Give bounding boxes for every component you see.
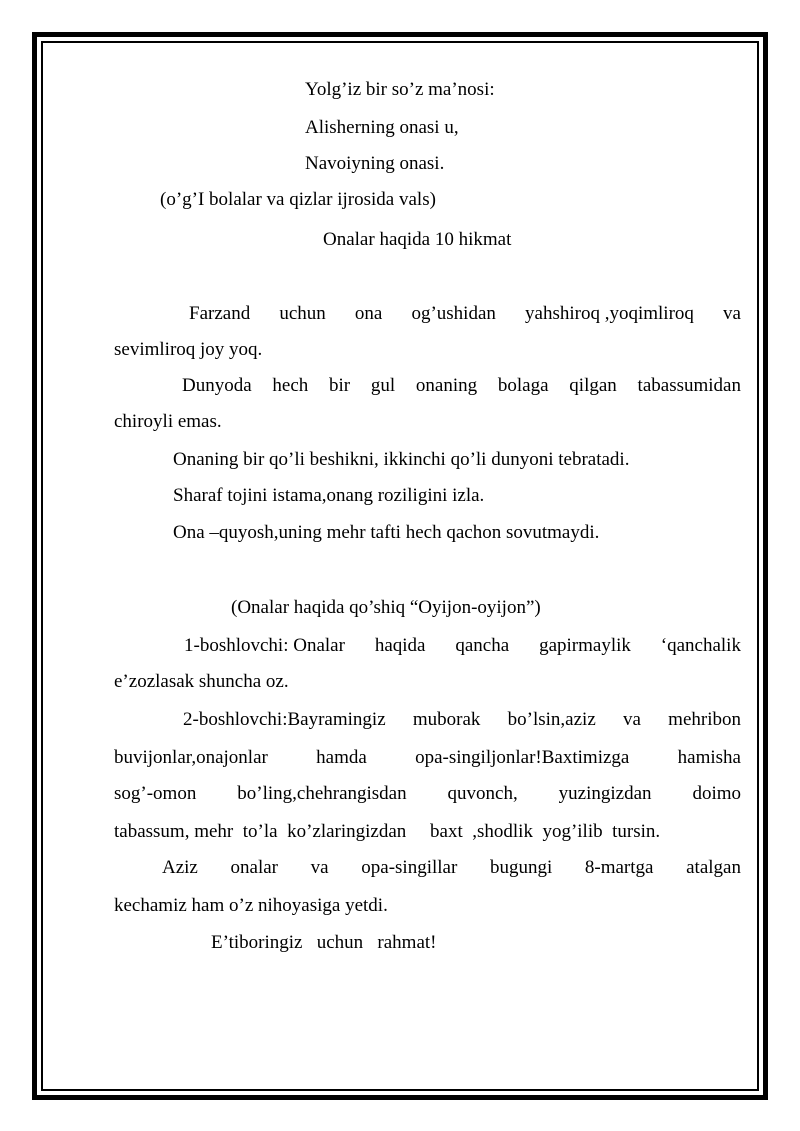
- word: bir: [329, 375, 351, 396]
- word: bo’ling,chehrangisdan: [237, 783, 407, 804]
- word: og’ushidan: [411, 303, 496, 324]
- word: Aziz: [162, 857, 198, 878]
- word: onaning: [415, 375, 478, 396]
- word: quvonch,: [447, 783, 518, 804]
- word: qilgan: [569, 375, 617, 396]
- word: hamda: [316, 747, 367, 768]
- word: onalar: [230, 857, 279, 878]
- stage-note-waltz: (o’g’I bolalar va qizlar ijrosida vals): [160, 189, 436, 210]
- wisdom-1-line-1: [189, 302, 741, 326]
- word: va: [310, 857, 329, 878]
- section-title: Onalar haqida 10 hikmat: [323, 229, 512, 250]
- word: va: [623, 709, 641, 730]
- word: atalgan: [686, 857, 741, 878]
- word: Dunyoda: [182, 375, 252, 396]
- closing-line-1: [162, 856, 741, 880]
- word: bolaga: [497, 375, 549, 396]
- word: bugungi: [489, 857, 553, 878]
- word: ‘qanchalik: [660, 635, 741, 656]
- closing-line-2: kechamiz ham o’z nihoyasiga yetdi.: [114, 895, 388, 916]
- word: yahshiroq ,yoqimliroq: [525, 303, 694, 324]
- word: gapirmaylik: [539, 635, 631, 656]
- word: bo’lsin,aziz: [507, 709, 596, 730]
- stage-note-song: (Onalar haqida qo’shiq “Oyijon-oyijon”): [231, 597, 541, 618]
- word: buvijonlar,onajonlar: [114, 747, 268, 768]
- poem-line-3: Navoiyning onasi.: [305, 153, 445, 174]
- host-1-line-1: [184, 634, 741, 658]
- word: hamisha: [677, 747, 741, 768]
- word: va: [723, 303, 741, 324]
- host-2-line-1: [183, 708, 741, 732]
- word: gul: [370, 375, 396, 396]
- closing-thanks: E’tiboringiz uchun rahmat!: [211, 932, 437, 953]
- word: sog’-omon: [114, 783, 197, 804]
- wisdom-5: Ona –quyosh,uning mehr tafti hech qachon sovutmaydi.: [173, 522, 600, 543]
- poem-line-1: Yolg’iz bir so’z ma’nosi:: [305, 79, 495, 100]
- wisdom-4: Sharaf tojini istama,onang roziligini izla.: [173, 485, 485, 506]
- word: haqida: [374, 635, 426, 656]
- word: mehribon: [668, 709, 741, 730]
- word: uchun: [279, 303, 326, 324]
- host-2-line-4: tabassum, mehr to’la ko’zlaringizdan baxt ,shodlik yog’ilib tursin.: [114, 821, 661, 842]
- wisdom-2-line-1: [182, 374, 741, 398]
- wisdom-2-line-2: chiroyli emas.: [114, 411, 222, 432]
- word: tabassumidan: [637, 375, 741, 396]
- word: 1-boshlovchi: Onalar: [184, 635, 345, 656]
- word: ona: [354, 303, 383, 324]
- poem-line-2: Alisherning onasi u,: [305, 117, 459, 138]
- word: hech: [272, 375, 309, 396]
- word: 2-boshlovchi:Bayramingiz: [183, 709, 386, 730]
- word: opa-singiljonlar!Baxtimizga: [415, 747, 630, 768]
- word: opa-singillar: [361, 857, 458, 878]
- word: muborak: [412, 709, 481, 730]
- wisdom-3: Onaning bir qo’li beshikni, ikkinchi qo’li dunyoni tebratadi.: [173, 449, 630, 470]
- word: qancha: [455, 635, 510, 656]
- host-2-line-2: [114, 746, 741, 770]
- host-1-line-2: e’zozlasak shuncha oz.: [114, 671, 289, 692]
- wisdom-1-line-2: sevimliroq joy yoq.: [114, 339, 263, 360]
- word: Farzand: [189, 303, 251, 324]
- word: yuzingizdan: [558, 783, 652, 804]
- word: 8-martga: [584, 857, 654, 878]
- host-2-line-3: [114, 782, 741, 806]
- word: doimo: [692, 783, 741, 804]
